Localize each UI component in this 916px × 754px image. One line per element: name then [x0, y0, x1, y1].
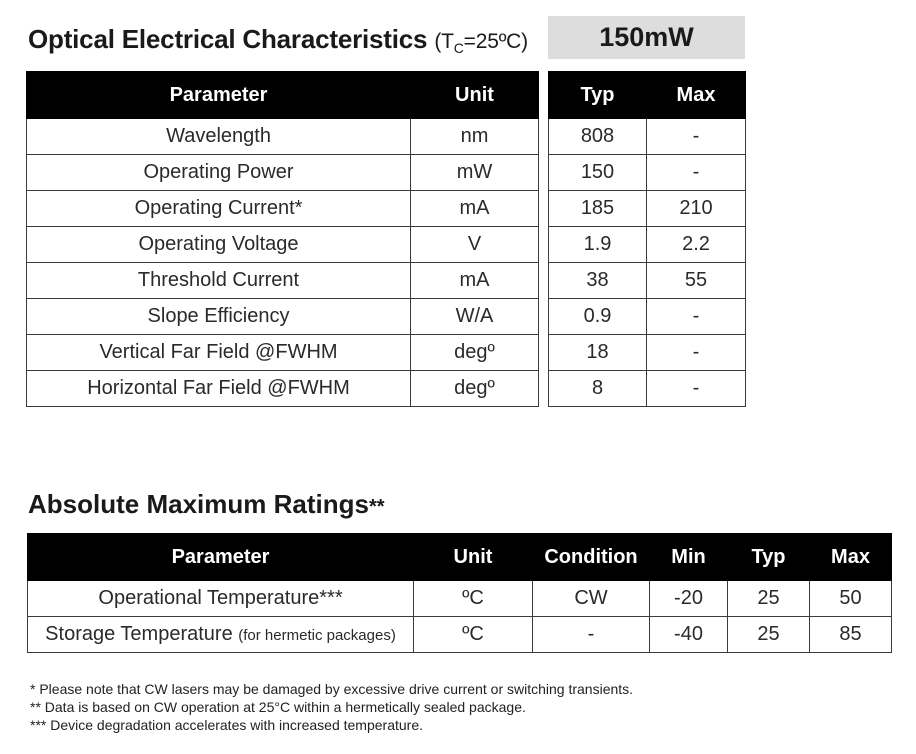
typ-cell: 25	[728, 617, 810, 653]
header-max: Max	[810, 534, 892, 581]
typ-cell: 38	[549, 263, 647, 299]
condition-cell: -	[533, 617, 650, 653]
min-cell: -40	[650, 617, 728, 653]
typ-cell: 8	[549, 371, 647, 407]
table-row	[549, 119, 746, 155]
header-typ: Typ	[549, 72, 647, 119]
parameter-cell: Operating Current*	[27, 191, 411, 227]
unit-cell: nm	[411, 119, 539, 155]
table-row	[28, 617, 892, 653]
power-rating-label: 150mW	[548, 16, 745, 59]
footnote: *** Device degradation accelerates with increased temperature.	[30, 717, 423, 733]
footnote: * Please note that CW lasers may be damaged by excessive drive current or switching transients.	[30, 681, 634, 697]
optical-section-title	[28, 24, 528, 56]
max-cell: -	[647, 335, 746, 371]
table-row	[27, 227, 539, 263]
typ-cell: 18	[549, 335, 647, 371]
typ-cell: 150	[549, 155, 647, 191]
unit-cell: ºC	[414, 617, 533, 653]
table-row	[27, 371, 539, 407]
header-max: Max	[647, 72, 746, 119]
parameter-cell: Slope Efficiency	[27, 299, 411, 335]
parameter-cell: Operating Voltage	[27, 227, 411, 263]
header-unit: Unit	[411, 72, 539, 119]
absolute-ratings-table	[27, 533, 892, 653]
optical-parameter-table	[26, 71, 539, 407]
table-row	[549, 335, 746, 371]
table-header-row	[27, 72, 539, 119]
typ-cell: 808	[549, 119, 647, 155]
optical-value-table	[548, 71, 746, 407]
table-row	[27, 335, 539, 371]
absolute-section-title: Absolute Maximum Ratings**	[28, 489, 385, 519]
header-typ: Typ	[728, 534, 810, 581]
max-cell: -	[647, 299, 746, 335]
parameter-cell: Storage Temperature (for hermetic packages)	[28, 617, 414, 653]
max-cell: 2.2	[647, 227, 746, 263]
table-row	[27, 155, 539, 191]
parameter-cell: Vertical Far Field @FWHM	[27, 335, 411, 371]
unit-cell: degº	[411, 335, 539, 371]
typ-cell: 1.9	[549, 227, 647, 263]
header-condition: Condition	[533, 534, 650, 581]
typ-cell: 25	[728, 581, 810, 617]
typ-cell: 185	[549, 191, 647, 227]
header-min: Min	[650, 534, 728, 581]
table-row	[549, 227, 746, 263]
table-row	[549, 371, 746, 407]
unit-cell: mA	[411, 191, 539, 227]
header-unit: Unit	[414, 534, 533, 581]
condition-cell: CW	[533, 581, 650, 617]
max-cell: 55	[647, 263, 746, 299]
table-row	[27, 119, 539, 155]
footnote: ** Data is based on CW operation at 25°C within a hermetically sealed package.	[30, 699, 526, 715]
table-row	[549, 155, 746, 191]
max-cell: -	[647, 371, 746, 407]
max-cell: 50	[810, 581, 892, 617]
table-header-row	[28, 534, 892, 581]
optical-title-text: Optical Electrical Characteristics	[28, 24, 428, 54]
parameter-cell: Operating Power	[27, 155, 411, 191]
header-parameter: Parameter	[28, 534, 414, 581]
parameter-note: (for hermetic packages)	[238, 627, 396, 644]
table-row	[28, 581, 892, 617]
min-cell: -20	[650, 581, 728, 617]
table-header-row	[549, 72, 746, 119]
parameter-cell: Horizontal Far Field @FWHM	[27, 371, 411, 407]
typ-cell: 0.9	[549, 299, 647, 335]
table-row	[549, 299, 746, 335]
table-row	[27, 191, 539, 227]
unit-cell: mW	[411, 155, 539, 191]
table-row	[549, 191, 746, 227]
unit-cell: degº	[411, 371, 539, 407]
parameter-cell: Threshold Current	[27, 263, 411, 299]
max-cell: -	[647, 155, 746, 191]
parameter-cell: Wavelength	[27, 119, 411, 155]
max-cell: 210	[647, 191, 746, 227]
max-cell: -	[647, 119, 746, 155]
footnotes	[30, 680, 633, 734]
max-cell: 85	[810, 617, 892, 653]
table-row	[549, 263, 746, 299]
unit-cell: mA	[411, 263, 539, 299]
parameter-cell: Operational Temperature***	[28, 581, 414, 617]
header-parameter: Parameter	[27, 72, 411, 119]
unit-cell: V	[411, 227, 539, 263]
table-row	[27, 263, 539, 299]
table-row	[27, 299, 539, 335]
test-condition: $(T_C=25ºC)$	[434, 30, 528, 57]
unit-cell: W/A	[411, 299, 539, 335]
unit-cell: ºC	[414, 581, 533, 617]
